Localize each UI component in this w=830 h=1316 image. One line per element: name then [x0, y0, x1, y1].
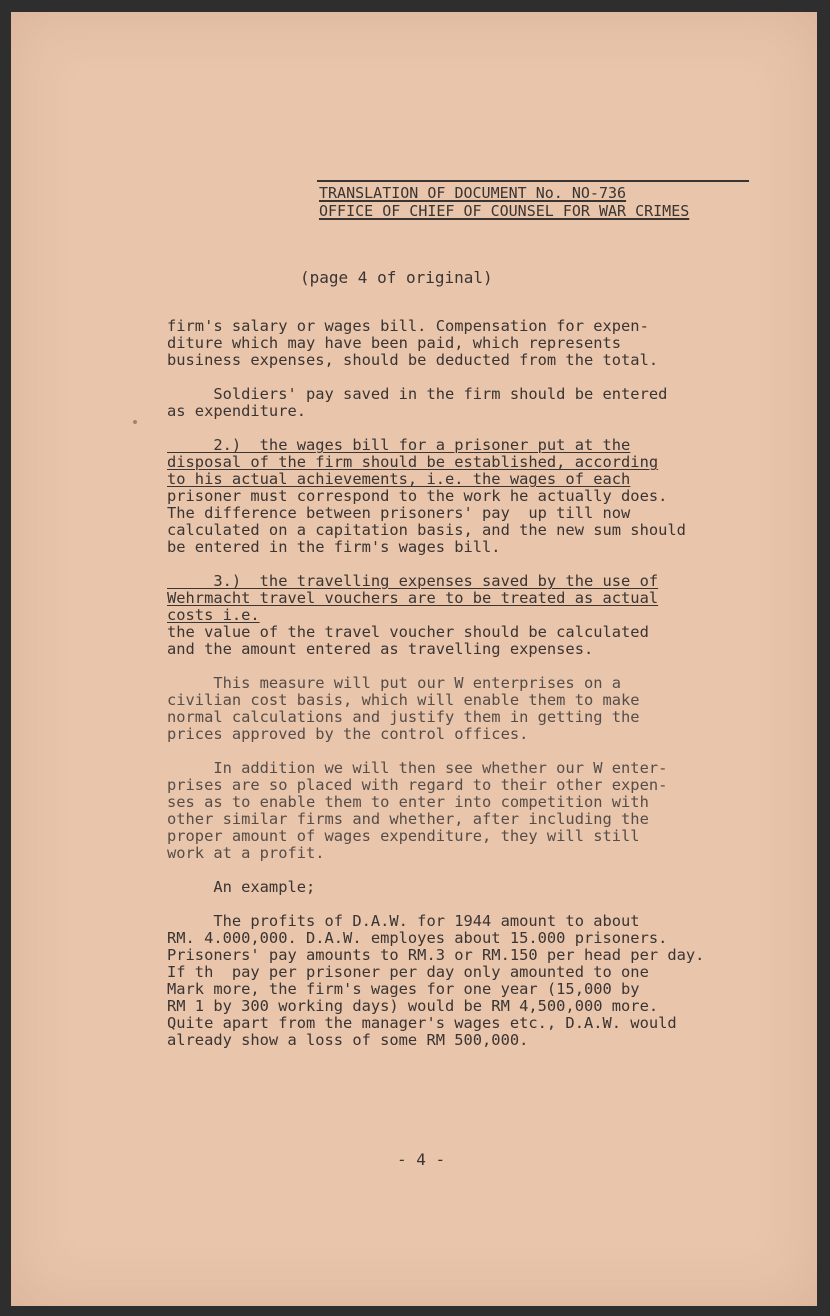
text-line: The difference between prisoners' pay up till now: [167, 504, 631, 522]
text-line: Quite apart from the manager's wages etc., D.A.W. would: [167, 1014, 677, 1032]
text-line: The profits of D.A.W. for 1944 amount to about: [167, 912, 640, 930]
paper-mark: [133, 420, 137, 424]
page-number: - 4 -: [397, 1150, 446, 1169]
text-line: disposal of the firm should be established, according: [167, 453, 659, 471]
text-line: ses as to enable them to enter into competition with: [167, 793, 649, 811]
document-page: [11, 12, 817, 1306]
text-line: work at a profit.: [167, 844, 325, 862]
text-line: civilian cost basis, which will enable them to make: [167, 691, 640, 709]
text-line: prises are so placed with regard to their other expen-: [167, 776, 668, 794]
document-body: [167, 318, 787, 1049]
paragraph: [167, 573, 787, 658]
text-line: prices approved by the control offices.: [167, 725, 529, 743]
text-line: and the amount entered as travelling expenses.: [167, 640, 594, 658]
text-line: diture which may have been paid, which represents: [167, 334, 622, 352]
text-line: 2.) the wages bill for a prisoner put at the: [167, 436, 631, 454]
page-reference: (page 4 of original): [300, 268, 493, 287]
paragraph: [167, 437, 787, 556]
text-line: the value of the travel voucher should be calculated: [167, 623, 649, 641]
text-line: Soldiers' pay saved in the firm should be entered: [167, 385, 668, 403]
text-line: to his actual achievements, i.e. the wages of each: [167, 470, 631, 488]
text-line: This measure will put our W enterprises on a: [167, 674, 622, 692]
paragraph: [167, 386, 787, 420]
text-line: RM. 4.000,000. D.A.W. employes about 15.000 prisoners.: [167, 929, 668, 947]
text-line: If th pay per prisoner per day only amounted to one: [167, 963, 649, 981]
text-line: normal calculations and justify them in getting the: [167, 708, 640, 726]
paragraph: [167, 675, 787, 743]
text-line: other similar firms and whether, after including the: [167, 810, 649, 828]
text-line: as expenditure.: [167, 402, 306, 420]
text-line: Prisoners' pay amounts to RM.3 or RM.150 per head per day.: [167, 946, 705, 964]
header-title: TRANSLATION OF DOCUMENT No. NO-736: [319, 184, 627, 202]
text-line: In addition we will then see whether our W enter-: [167, 759, 668, 777]
text-line: 3.) the travelling expenses saved by the use of: [167, 572, 659, 590]
text-line: Wehrmacht travel vouchers are to be treated as actual: [167, 589, 659, 607]
paragraph: [167, 318, 787, 369]
text-line: proper amount of wages expenditure, they will still: [167, 827, 640, 845]
text-line: Mark more, the firm's wages for one year (15,000 by: [167, 980, 640, 998]
document-header: [319, 184, 689, 220]
text-line: prisoner must correspond to the work he actually does.: [167, 487, 668, 505]
text-line: business expenses, should be deducted from the total.: [167, 351, 659, 369]
header-rule: [317, 180, 749, 182]
text-line: already show a loss of some RM 500,000.: [167, 1031, 529, 1049]
text-line: costs i.e.: [167, 606, 260, 624]
paragraph: [167, 913, 787, 1049]
text-line: RM 1 by 300 working days) would be RM 4,500,000 more.: [167, 997, 659, 1015]
text-line: An example;: [167, 878, 316, 896]
header-office: OFFICE OF CHIEF OF COUNSEL FOR WAR CRIMES: [319, 202, 690, 220]
text-line: calculated on a capitation basis, and the new sum should: [167, 521, 686, 539]
text-line: be entered in the firm's wages bill.: [167, 538, 501, 556]
paragraph: [167, 879, 787, 896]
text-line: firm's salary or wages bill. Compensation for expen-: [167, 317, 649, 335]
paragraph: [167, 760, 787, 862]
